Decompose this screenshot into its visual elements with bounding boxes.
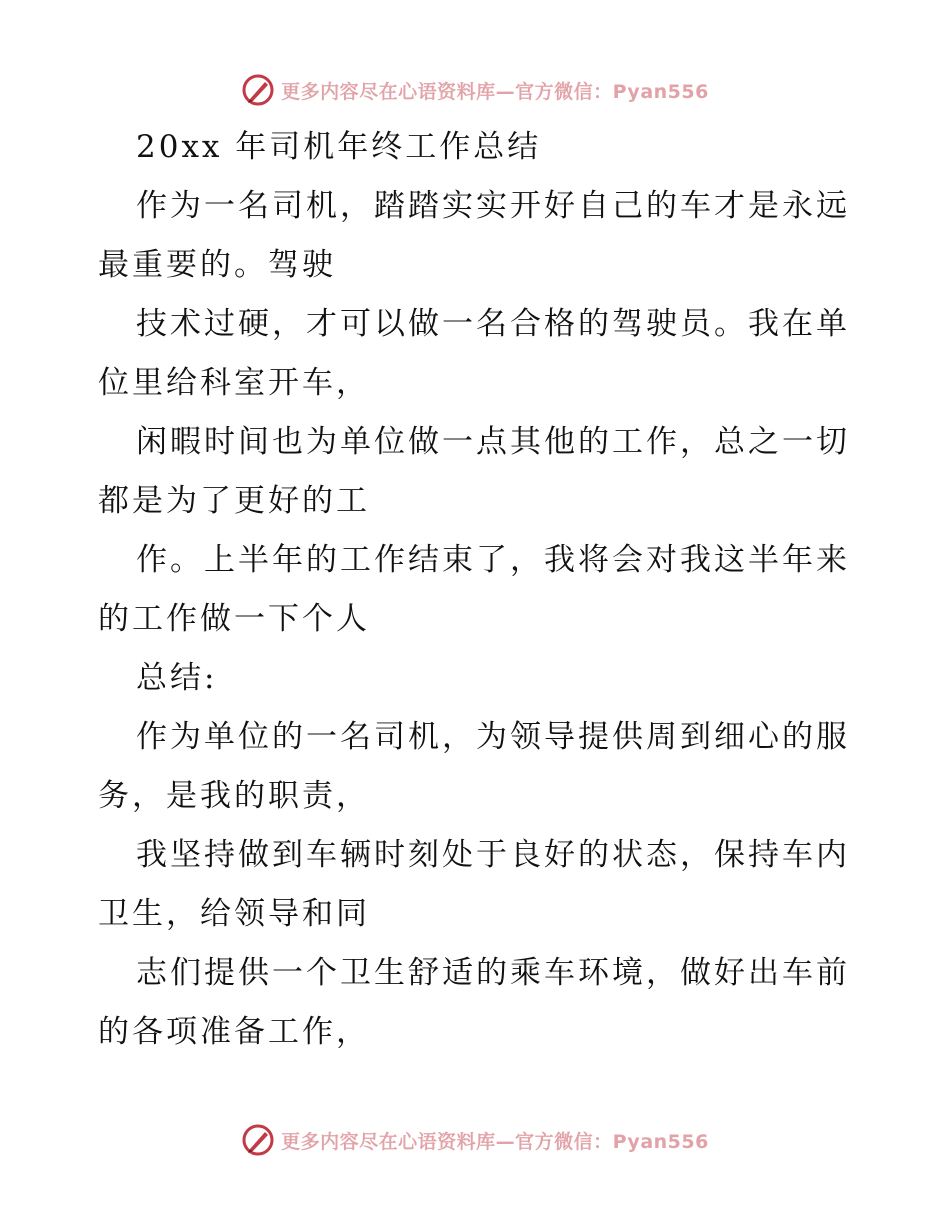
text-line: 作为一名司机，踏踏实实开好自己的车才是永远 bbox=[136, 188, 850, 224]
text-line: 作。上半年的工作结束了，我将会对我这半年来 bbox=[136, 542, 850, 578]
header-banner-text: 更多内容尽在心语资料库—官方微信：Pyan556 bbox=[281, 80, 709, 103]
text-line: 作为单位的一名司机，为领导提供周到细心的服 bbox=[136, 719, 850, 755]
text-line: 位里给科室开车， bbox=[98, 365, 370, 401]
text-line: 卫生，给领导和同 bbox=[98, 896, 370, 932]
quill-logo-icon bbox=[241, 1123, 275, 1157]
text-line: 的各项准备工作， bbox=[98, 1014, 370, 1050]
text-line: 最重要的。驾驶 bbox=[98, 247, 336, 283]
footer-banner-text: 更多内容尽在心语资料库—官方微信：Pyan556 bbox=[281, 1130, 709, 1153]
text-line: 我坚持做到车辆时刻处于良好的状态，保持车内 bbox=[136, 837, 850, 873]
text-line: 技术过硬，才可以做一名合格的驾驶员。我在单 bbox=[136, 306, 850, 342]
document-title: 20xx 年司机年终工作总结 bbox=[136, 129, 542, 165]
text-line: 都是为了更好的工 bbox=[98, 483, 370, 519]
text-line: 总结: bbox=[136, 660, 218, 696]
header-banner bbox=[0, 70, 950, 110]
text-line: 志们提供一个卫生舒适的乘车环境，做好出车前 bbox=[136, 955, 850, 991]
text-line: 务，是我的职责， bbox=[98, 778, 370, 814]
quill-logo-icon bbox=[241, 73, 275, 107]
text-line: 闲暇时间也为单位做一点其他的工作，总之一切 bbox=[136, 424, 850, 460]
text-line: 的工作做一下个人 bbox=[98, 601, 370, 637]
footer-banner bbox=[0, 1120, 950, 1160]
document-body bbox=[98, 118, 858, 1062]
